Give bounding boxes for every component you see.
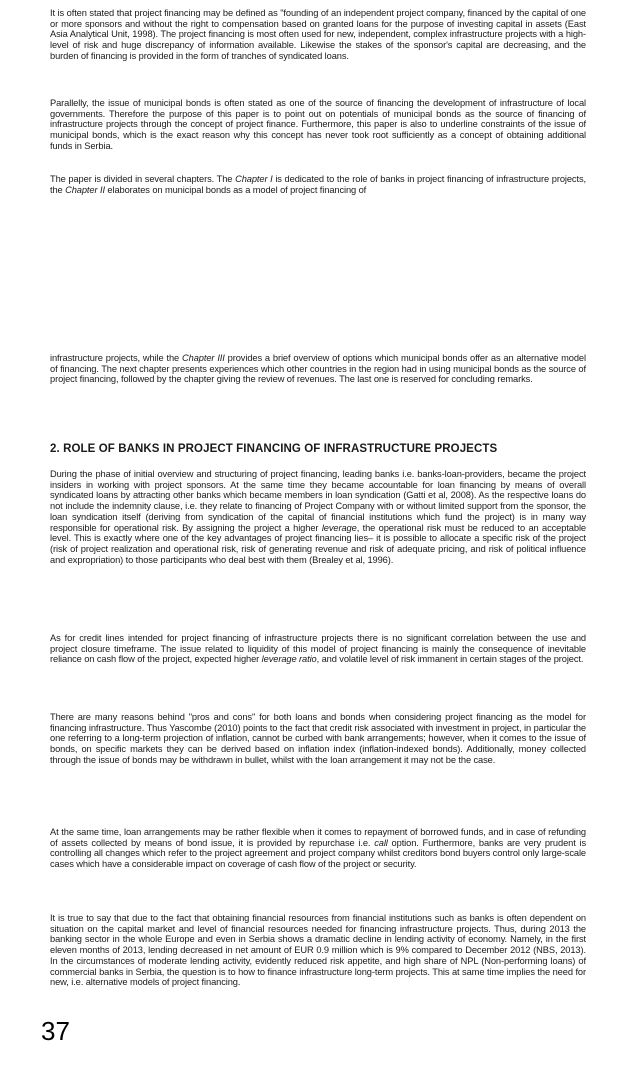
text-run: The paper is divided in several chapters. The xyxy=(50,174,236,184)
text-run: , the operational risk must be reduced to an acceptable level. This is exactly where one of the key advantages of project financing lies– it is possible to allocate a specific risk of the project (risk of project realization and operational risk, risk of generating revenue and risk of adequate pricing, and risk of political influence and expropriation) to those participants who deal best with them (Brealey et al, 1996). xyxy=(50,522,586,565)
paragraph-text: It is true to say that due to the fact that obtaining financial resources from financial institutions such as banks is often dependent on situation on the capital market and level of financial resources needed for financing infrastructure projects. Thus, during 2013 the banking sector in the whole Europe and even in Serbia shows a dramatic decline in lending activity of economy. Namely, in the first eleven months of 2013, lending decreased in net amount of EUR 0.9 million which is 9% compared to December 2012 (NBS, 2013). In the circumstances of moderate lending activity, evidently reduced risk appetite, and high share of NPL (Non-performing loans) of commercial banks in Serbia, the question is to how to finance infrastructure long-term projects. This at same time implies the need for new, i.e. alternative models of project financing. xyxy=(50,913,586,988)
text-run: As for credit lines intended for project financing of infrastructure projects there is no significant correlation between the use and project closure timeframe. The issue related to liquidity of this model of project financing is mainly the consequence of inevitable reliance on cash flow of the project, expected higher xyxy=(50,633,586,665)
chapter-reference: Chapter II xyxy=(65,184,105,195)
paragraph-banks-role xyxy=(50,469,586,565)
text-run: provides a brief overview of options which municipal bonds offer as an alternative model of financing. The next chapter presents experiences which other countries in the region had in using municipal bonds as the source of project financing, followed by the chapter giving the review of revenues. The last one is reserved for concluding remarks. xyxy=(50,353,586,385)
paragraph-paper-structure xyxy=(50,174,586,195)
paragraph-pros-and-cons xyxy=(50,712,586,766)
page-number: 37 xyxy=(41,1016,70,1046)
paragraph-project-financing-definition xyxy=(50,8,586,62)
paragraph-paper-structure-continued xyxy=(50,353,586,385)
text-run: infrastructure projects, while the xyxy=(50,353,183,363)
text-run: , and volatile level of risk immanent in certain stages of the project. xyxy=(316,654,584,665)
text-run: is dedicated to the role of banks in project financing of infrastructure projects, the xyxy=(50,174,586,195)
paragraph-municipal-bonds-purpose xyxy=(50,98,586,152)
paragraph-credit-lines xyxy=(50,633,586,665)
text-run: At the same time, loan arrangements may be rather flexible when it comes to repayment of borrowed funds, and in case of refunding of assets collected by means of bond issue, it is provided by repurchase i.e. xyxy=(50,827,586,848)
section-heading: 2. ROLE OF BANKS IN PROJECT FINANCING OF INFRASTRUCTURE PROJECTS xyxy=(50,443,498,455)
text-run: elaborates on municipal bonds as a model of project financing of xyxy=(104,184,367,195)
emphasis-term: leverage xyxy=(321,522,357,533)
chapter-reference: Chapter III xyxy=(182,353,225,363)
emphasis-term: leverage ratio xyxy=(261,654,317,665)
emphasis-term: call xyxy=(374,837,388,848)
paragraph-loan-flexibility xyxy=(50,827,586,870)
chapter-reference: Chapter I xyxy=(235,174,273,184)
text-run: During the phase of initial overview and structuring of project financing, leading banks i.e. banks-loan-providers, became the project insiders in working with project sponsors. At the same time they became accountable for loan financing by means of overall syndicated loans by attracting other banks which became members in loan syndication (Gatti et al, 2008). As the respective loans do not include the indemnity clause, i.e. they relate to financing of Project Company with or without limited support from the sponsor, the loan syndication itself (deriving from syndication of the capital of financial institutions which fund the project) is in many way responsible for operational risk. By assigning the project a higher xyxy=(50,469,586,533)
paragraph-lending-decline xyxy=(50,913,586,988)
text-run: option. Furthermore, banks are very prudent is controlling all changes which refer to the project agreement and project company whilst creditors bond buyers control only large-scale cases which have a considerable impact on coverage of cash flow of the project or security. xyxy=(50,837,586,870)
paragraph-text: There are many reasons behind "pros and cons" for both loans and bonds when considering project financing as the model for financing infrastructure. Thus Yascombe (2010) points to the fact that credit risk associated with investment in project, in particular the one referring to a long-term projection of inflation, cannot be curbed with bank arrangements; however, when it comes to the issue of bonds, on specific markets they can be derived based on inflation index (inflation-indexed bonds). Additionally, money collected through the issue of bonds may be withdrawn in bullet, whilst with the loan arrangement it may not be the case. xyxy=(50,712,586,765)
paragraph-text: Parallelly, the issue of municipal bonds is often stated as one of the source of financing the development of infrastructure of local governments. Therefore the purpose of this paper is to point out on potentials of municipal bonds as the source of financing of infrastructure projects through the concept of project finance. Furthermore, this paper is also to underline constraints of the issue of municipal bonds, which is the exact reason why this concept has never took root sufficiently as a concept of obtaining additional funds in Serbia. xyxy=(50,98,586,151)
paragraph-text: It is often stated that project financing may be defined as "founding of an independent project company, financed by the capital of one or more sponsors and without the right to compensation based on granted loans for the purpose of investing capital in assets (East Asia Analytical Unit, 1998). The project financing is most often used for new, independent, complex infrastructure projects with a high-level of risk and huge discrepancy of information available. Likewise the stakes of the sponsor's capital are decreasing, and the burden of financing is provided in the form of tranches of syndicated loans. xyxy=(50,8,586,61)
